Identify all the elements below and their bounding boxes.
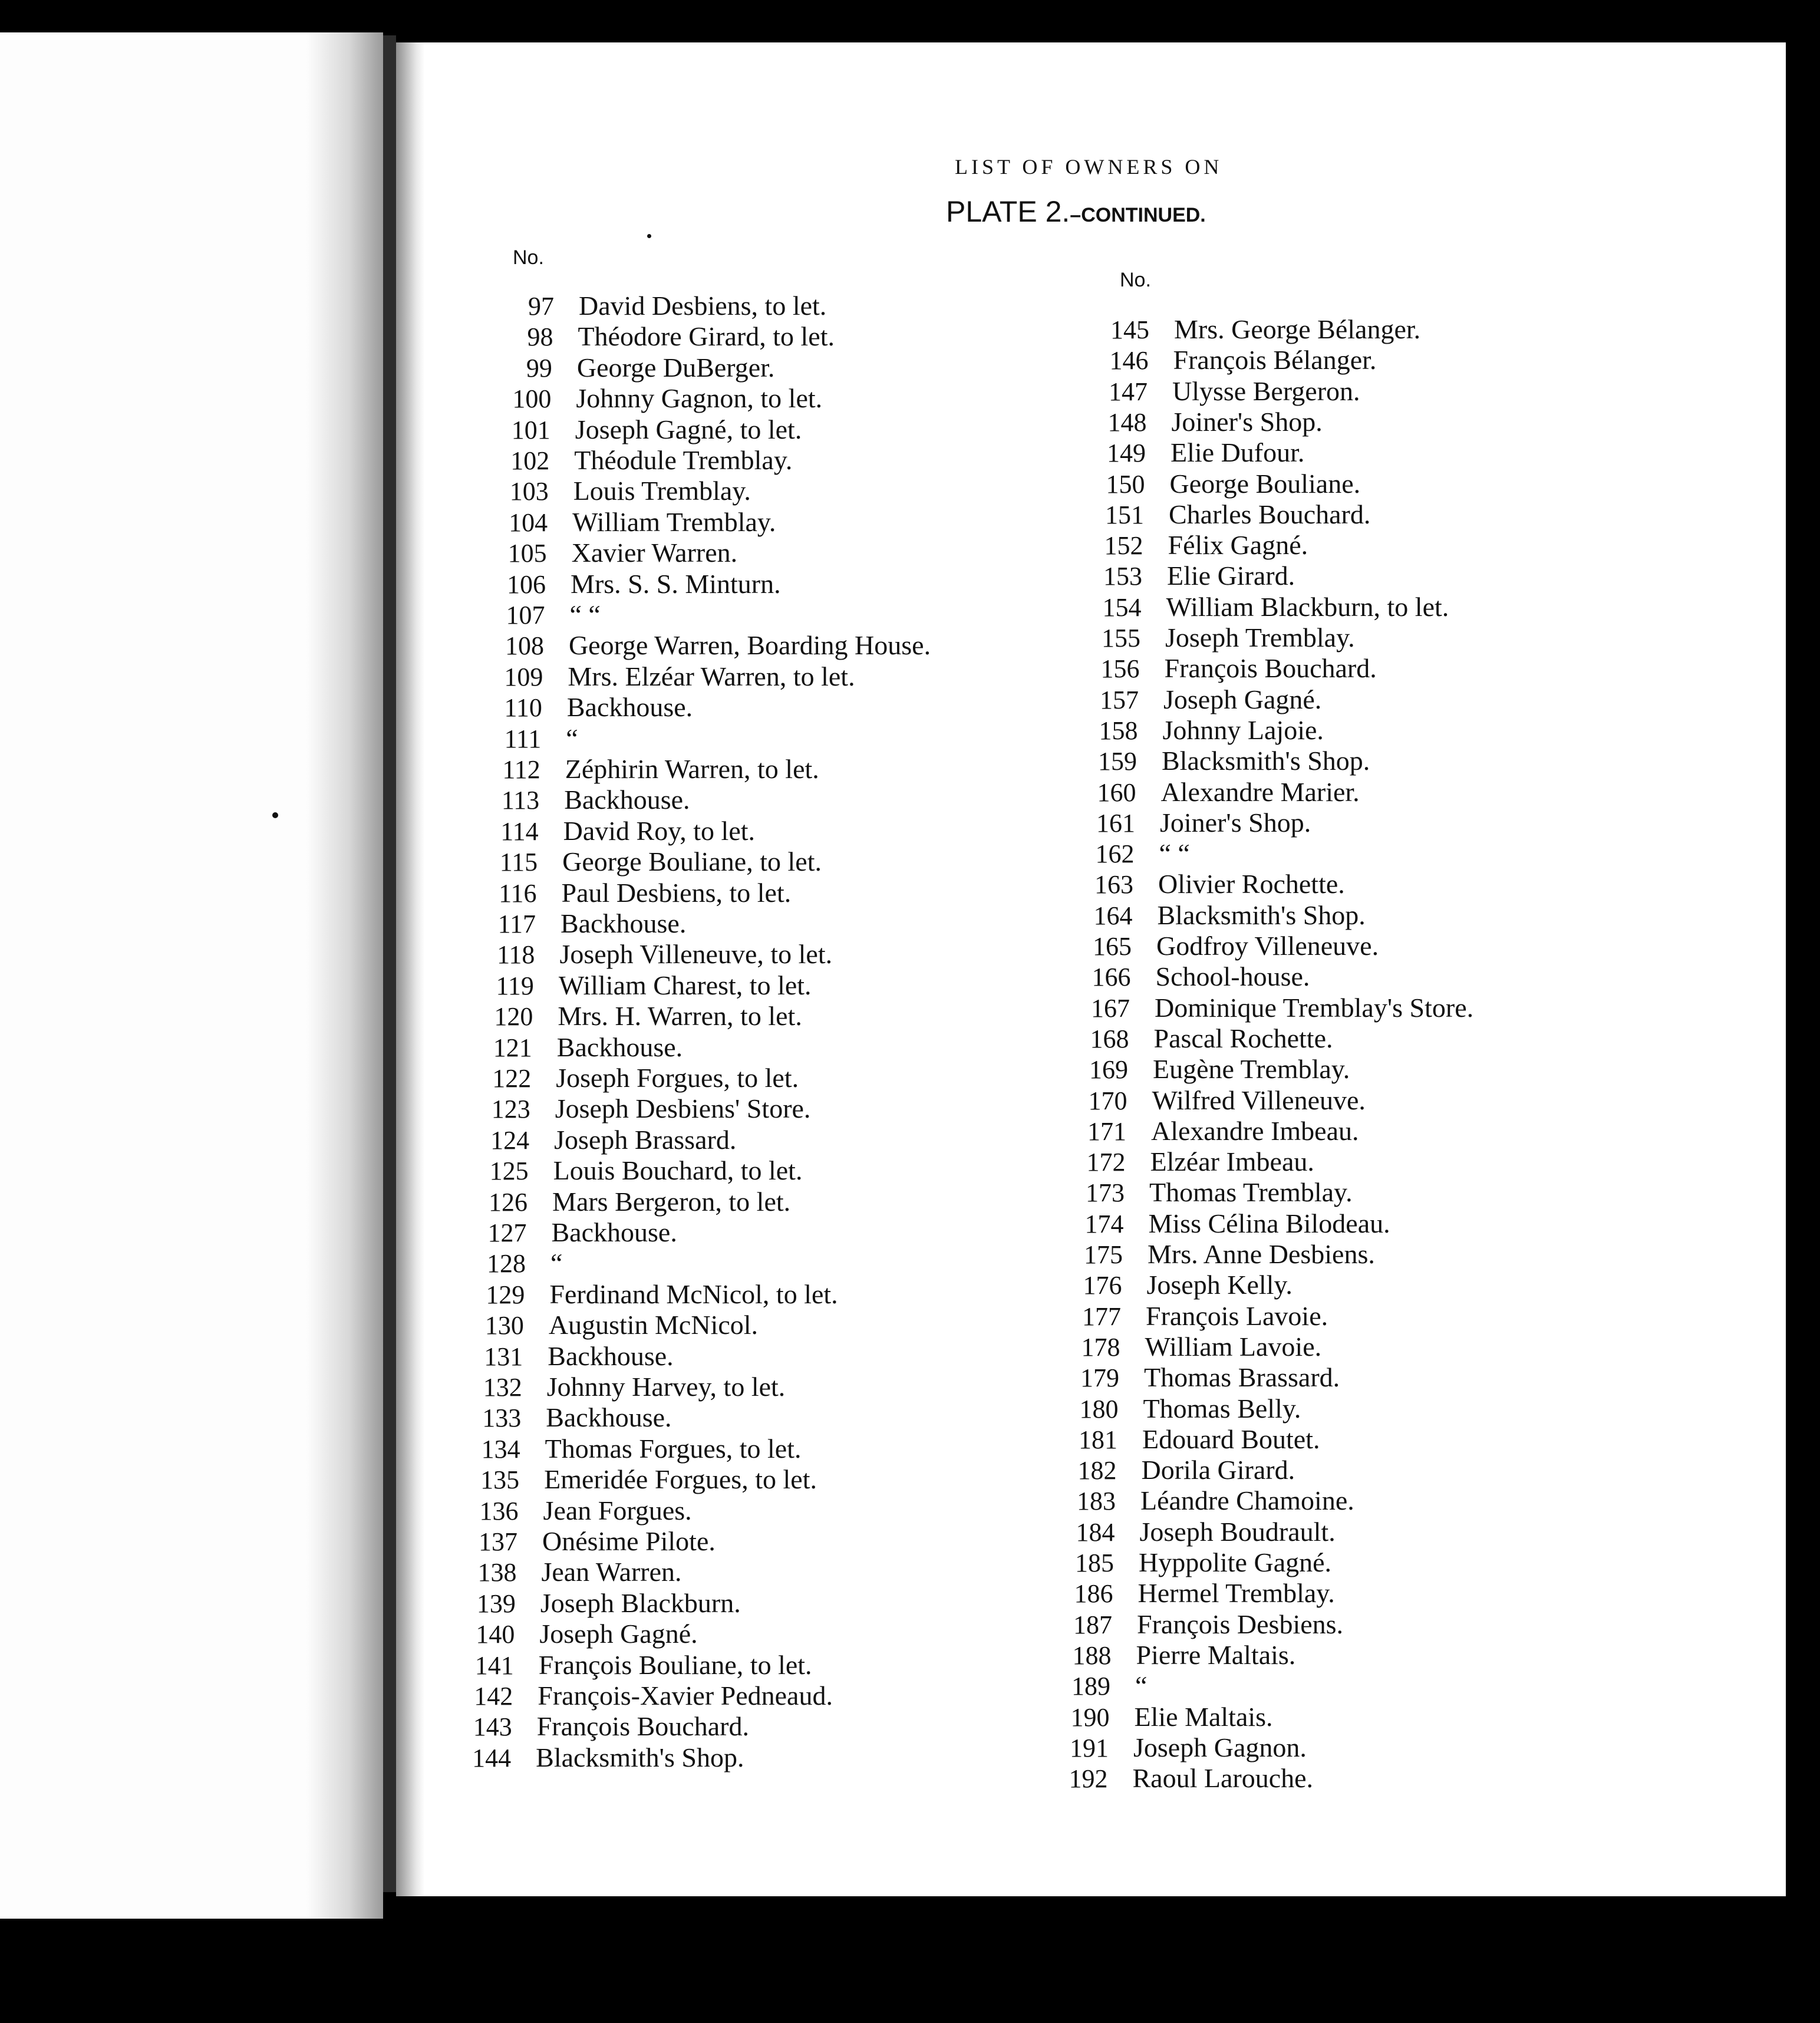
entry-number: 104 (509, 508, 548, 537)
entry-number: 142 (474, 1682, 513, 1711)
entry-number: 108 (505, 631, 544, 661)
owner-name: “ “ (569, 599, 601, 630)
owner-name: Ferdinand McNicol, to let. (549, 1279, 838, 1309)
list-item (1057, 1269, 1293, 1300)
entry-number: 157 (1100, 685, 1139, 714)
list-item (457, 1371, 786, 1402)
list-item (447, 1711, 749, 1741)
list-item (482, 537, 738, 568)
list-item (1084, 314, 1420, 344)
list-item (1070, 838, 1190, 868)
owner-name: François Bouchard. (1164, 653, 1377, 684)
ink-speck (272, 812, 278, 818)
entry-number: 183 (1077, 1487, 1116, 1516)
list-item (1069, 868, 1345, 899)
entry-number: 101 (511, 415, 550, 444)
list-item (470, 938, 832, 969)
list-item (476, 753, 819, 784)
entry-number: 179 (1080, 1363, 1119, 1393)
entry-number: 128 (486, 1249, 526, 1279)
entry-number: 169 (1089, 1055, 1128, 1085)
list-item (1047, 1639, 1296, 1670)
owner-name: Joseph Forgues, to let. (556, 1063, 799, 1093)
list-item (453, 1526, 716, 1556)
owner-name: Léandre Chamoine. (1140, 1485, 1354, 1516)
list-item (1063, 1053, 1350, 1084)
entry-number: 188 (1072, 1640, 1112, 1670)
list-item (471, 908, 686, 938)
list-item (466, 1062, 799, 1093)
list-item (1049, 1577, 1335, 1608)
owner-name: Zéphirin Warren, to let. (565, 754, 819, 784)
owner-name: Blacksmith's Shop. (1157, 900, 1366, 930)
owner-name: Joseph Desbiens' Store. (555, 1093, 811, 1124)
list-item (1066, 961, 1310, 991)
plate-label: PLATE 2. (946, 195, 1070, 228)
entry-number: 184 (1076, 1517, 1115, 1547)
owner-name: Elie Dufour. (1171, 437, 1305, 468)
entry-number: 165 (1093, 932, 1132, 961)
list-item (1052, 1454, 1295, 1485)
owner-name: Théodore Girard, to let. (578, 321, 835, 352)
owner-name: Thomas Tremblay. (1149, 1177, 1353, 1208)
list-item (487, 352, 775, 383)
list-item (458, 1340, 673, 1371)
owner-name: Hyppolite Gagné. (1139, 1547, 1332, 1577)
owner-name: William Tremblay. (572, 506, 776, 537)
owner-name: Joseph Villeneuve, to let. (559, 939, 833, 970)
entry-number: 154 (1102, 592, 1142, 622)
entry-number: 150 (1106, 469, 1145, 499)
list-item (478, 661, 855, 691)
owner-name: Joseph Gagnon. (1133, 1732, 1307, 1762)
owner-name: Mrs. George Bélanger. (1174, 314, 1421, 344)
entry-number: 162 (1095, 839, 1135, 869)
entry-number: 159 (1098, 747, 1137, 776)
list-item (460, 1279, 838, 1309)
owner-name: Backhouse. (566, 692, 693, 723)
entry-number: 173 (1086, 1178, 1125, 1208)
entry-number: 136 (479, 1496, 519, 1526)
entry-number: 189 (1071, 1672, 1110, 1701)
owner-name: William Blackburn, to let. (1166, 591, 1449, 622)
entry-number: 149 (1107, 439, 1146, 468)
list-item (1076, 622, 1355, 653)
list-item (456, 1402, 671, 1432)
owner-name: Mrs. Anne Desbiens. (1148, 1239, 1375, 1269)
entry-number: 178 (1081, 1332, 1120, 1362)
owner-name: François Bouchard. (536, 1711, 749, 1742)
entry-number: 114 (500, 816, 539, 846)
list-item (1043, 1762, 1314, 1793)
owner-name: Joseph Boudrault. (1139, 1516, 1336, 1547)
entry-number: 123 (491, 1095, 530, 1124)
list-item (1046, 1670, 1147, 1701)
owner-name: Ulysse Bergeron. (1172, 375, 1360, 406)
list-item (463, 1186, 790, 1217)
list-item (1054, 1362, 1340, 1392)
entry-number: 147 (1109, 377, 1148, 406)
entry-number: 190 (1070, 1702, 1110, 1732)
page-edge-shadow (396, 42, 424, 1896)
owner-name: Augustin McNicol. (548, 1310, 759, 1340)
owner-name: Joseph Gagné. (1163, 684, 1322, 714)
list-item (474, 784, 690, 815)
list-item (1080, 468, 1361, 499)
list-item (1068, 900, 1366, 930)
entry-number: 145 (1110, 315, 1149, 344)
entry-number: 120 (494, 1002, 533, 1032)
owner-name: Mrs. S. S. Minturn. (571, 568, 781, 599)
list-item (448, 1680, 833, 1711)
entry-number: 172 (1086, 1148, 1126, 1177)
entry-number: 153 (1103, 562, 1142, 591)
list-item (476, 723, 578, 753)
entry-number: 158 (1099, 716, 1138, 745)
list-item (484, 444, 792, 475)
owner-name: Backhouse. (564, 785, 690, 815)
owner-name: Backhouse. (560, 908, 687, 938)
list-item (454, 1495, 692, 1526)
list-item (1067, 930, 1379, 961)
owner-name: Dorila Girard. (1141, 1455, 1295, 1485)
owner-name: Joiner's Shop. (1171, 406, 1323, 437)
owner-name: David Desbiens, to let. (579, 291, 827, 321)
owner-name: “ (550, 1248, 563, 1279)
list-item (1061, 1146, 1314, 1177)
entry-number: 140 (476, 1620, 515, 1649)
list-item (450, 1618, 697, 1649)
entry-number: 182 (1077, 1456, 1117, 1485)
owner-name: Backhouse. (546, 1402, 672, 1433)
owner-name: Emeridée Forgues, to let. (544, 1464, 817, 1495)
entry-number: 98 (527, 322, 553, 352)
entry-number: 187 (1073, 1610, 1112, 1639)
owner-name: Joseph Gagné, to let. (575, 414, 802, 444)
owner-name: Hermel Tremblay. (1138, 1578, 1335, 1609)
left-page-shadow (306, 32, 383, 1919)
owner-name: Eugène Tremblay. (1153, 1054, 1350, 1085)
list-item (469, 970, 812, 1000)
owner-name: Joseph Blackburn. (540, 1587, 741, 1618)
entry-number: 112 (502, 755, 540, 784)
owner-name: Edouard Boutet. (1142, 1424, 1320, 1454)
list-item (1058, 1238, 1375, 1269)
list-item (1077, 591, 1449, 622)
list-item (1047, 1609, 1343, 1639)
owner-name: Charles Bouchard. (1169, 499, 1371, 529)
owner-name: Elie Girard. (1167, 561, 1295, 591)
entry-number: 180 (1079, 1394, 1119, 1424)
list-item (1082, 406, 1323, 437)
entry-number: 131 (484, 1342, 523, 1371)
owner-name: Joiner's Shop. (1160, 807, 1311, 838)
entry-number: 106 (507, 569, 546, 599)
list-item (1071, 776, 1360, 807)
list-item (480, 599, 601, 630)
list-item (468, 1000, 802, 1031)
owner-name: Johnny Lajoie. (1162, 714, 1324, 745)
owner-name: Miss Célina Bilodeau. (1148, 1208, 1390, 1238)
entry-number: 132 (483, 1373, 522, 1402)
entry-number: 171 (1087, 1116, 1126, 1146)
entry-number: 148 (1107, 407, 1147, 437)
owner-name: School-house. (1155, 961, 1310, 992)
entry-number: 177 (1082, 1302, 1121, 1331)
owner-name: Johnny Gagnon, to let. (576, 383, 823, 414)
list-item (486, 383, 822, 413)
list-item (1063, 1085, 1366, 1115)
entry-number: 118 (497, 940, 535, 970)
list-item (1083, 375, 1360, 406)
entry-number: 186 (1074, 1579, 1113, 1609)
entry-number: 141 (474, 1650, 514, 1680)
list-item (486, 414, 802, 444)
entry-number: 99 (526, 353, 552, 383)
entry-number: 125 (489, 1157, 529, 1186)
entry-number: 144 (472, 1743, 512, 1772)
entry-number: 152 (1104, 531, 1143, 561)
entry-number: 129 (486, 1280, 525, 1309)
entry-number: 166 (1092, 963, 1131, 992)
list-item (1045, 1701, 1273, 1732)
owner-name: François-Xavier Pedneaud. (538, 1681, 833, 1711)
entry-number: 181 (1079, 1425, 1117, 1454)
owner-name: Thomas Belly. (1143, 1393, 1301, 1424)
owner-name: Onésime Pilote. (542, 1526, 716, 1556)
list-item (472, 877, 792, 908)
owner-name: Backhouse. (556, 1032, 683, 1062)
column-1-header: No. (513, 246, 544, 269)
entry-number: 115 (499, 848, 538, 877)
entry-number: 191 (1070, 1733, 1109, 1762)
list-item (1077, 560, 1295, 591)
owner-name: Backhouse. (551, 1217, 677, 1247)
ink-speck (647, 234, 651, 238)
owner-name: William Charest, to let. (558, 970, 812, 1000)
list-item (467, 1032, 682, 1062)
owner-name: Louis Tremblay. (573, 476, 751, 506)
owner-name: François Bouliane, to let. (538, 1649, 812, 1680)
list-item (474, 815, 755, 846)
owner-name: Paul Desbiens, to let. (561, 877, 792, 908)
owner-name: Dominique Tremblay's Store. (1155, 992, 1474, 1023)
book-gutter (383, 35, 396, 1892)
entry-number: 103 (509, 477, 549, 506)
list-item (1084, 344, 1377, 375)
owner-name: Mrs. Elzéar Warren, to let. (568, 661, 855, 691)
list-item (1051, 1485, 1354, 1515)
owner-name: Jean Forgues. (543, 1495, 692, 1526)
list-item (1061, 1115, 1359, 1146)
owner-name: Xavier Warren. (571, 538, 738, 568)
list-item (484, 475, 751, 506)
owner-name: Thomas Brassard. (1144, 1362, 1340, 1393)
owner-name: Elzéar Imbeau. (1150, 1146, 1314, 1177)
entry-number: 130 (484, 1311, 524, 1340)
entry-number: 116 (499, 878, 537, 908)
entry-number: 164 (1093, 901, 1133, 930)
owner-name: “ “ (1159, 838, 1190, 869)
owner-name: Thomas Forgues, to let. (545, 1433, 802, 1464)
owner-name: Félix Gagné. (1168, 530, 1308, 561)
entry-number: 168 (1090, 1024, 1129, 1053)
list-item (1044, 1732, 1307, 1762)
list-item (473, 846, 822, 877)
entry-number: 185 (1075, 1548, 1114, 1577)
entry-number: 175 (1084, 1240, 1123, 1269)
list-title: LIST OF OWNERS ON (955, 155, 1223, 179)
owner-name: Raoul Larouche. (1132, 1763, 1314, 1794)
entry-number: 113 (501, 786, 540, 815)
entry-number: 151 (1105, 500, 1144, 529)
owner-name: Blacksmith's Shop. (536, 1742, 744, 1772)
list-item (1075, 653, 1377, 683)
list-item (1064, 1023, 1333, 1053)
list-item (451, 1587, 741, 1618)
plate-title (946, 195, 1300, 229)
owner-name: William Lavoie. (1145, 1331, 1322, 1362)
owner-name: “ (1135, 1671, 1148, 1701)
owner-name: Louis Bouchard, to let. (553, 1155, 803, 1186)
list-item (454, 1464, 817, 1494)
entry-number: 146 (1109, 346, 1149, 375)
entry-number: 124 (490, 1125, 530, 1155)
entry-number: 167 (1091, 993, 1130, 1023)
column-2-header: No. (1120, 269, 1151, 291)
list-item (456, 1433, 802, 1464)
list-item (464, 1155, 803, 1185)
entry-number: 174 (1084, 1209, 1124, 1238)
list-item (1072, 745, 1370, 776)
list-item (1050, 1516, 1336, 1547)
list-item (446, 1742, 744, 1772)
list-item (1049, 1547, 1331, 1577)
entry-number: 133 (482, 1403, 522, 1433)
list-item (477, 691, 693, 722)
entry-number: 143 (473, 1712, 512, 1742)
owner-name: Godfroy Villeneuve. (1156, 931, 1379, 961)
list-item (1053, 1424, 1320, 1454)
list-item (1054, 1393, 1301, 1424)
owner-name: Pascal Rochette. (1153, 1023, 1333, 1053)
owner-name: Jean Warren. (541, 1557, 682, 1587)
owner-name: Blacksmith's Shop. (1162, 746, 1370, 776)
list-item (466, 1093, 811, 1123)
list-item (1079, 499, 1370, 529)
entry-number: 102 (510, 446, 550, 475)
owner-name: Olivier Rochette. (1158, 869, 1345, 900)
entry-number: 126 (489, 1187, 528, 1217)
entry-number: 176 (1083, 1271, 1122, 1300)
entry-number: 135 (480, 1465, 520, 1495)
list-item (464, 1124, 736, 1155)
owner-name: George Bouliane. (1169, 468, 1361, 499)
entry-number: 127 (487, 1218, 527, 1247)
owner-name: Joseph Brassard. (554, 1124, 737, 1155)
owner-name: Joseph Tremblay. (1165, 622, 1355, 653)
continued-label: –CONTINUED. (1070, 204, 1206, 226)
owner-name: Backhouse. (548, 1340, 674, 1371)
entry-number: 163 (1094, 870, 1133, 900)
entry-number: 170 (1088, 1086, 1127, 1115)
entry-number: 161 (1096, 808, 1135, 838)
entry-number: 110 (504, 693, 542, 723)
entry-number: 117 (497, 910, 536, 938)
entry-number: 111 (504, 724, 542, 753)
owner-name: Elie Maltais. (1134, 1701, 1273, 1732)
entry-number: 119 (496, 971, 534, 1000)
list-item (483, 506, 776, 537)
owner-name: Alexandre Imbeau. (1151, 1115, 1359, 1146)
owner-name: Pierre Maltais. (1136, 1639, 1296, 1670)
entry-number: 192 (1069, 1764, 1108, 1794)
owner-name: François Lavoie. (1146, 1300, 1328, 1331)
entry-number: 107 (506, 601, 545, 630)
entry-number: 122 (492, 1064, 532, 1093)
list-item (1070, 807, 1311, 838)
entry-number: 155 (1102, 624, 1140, 653)
owner-name: Alexandre Marier. (1160, 776, 1360, 807)
list-item (479, 630, 931, 660)
owner-name: Wilfred Villeneuve. (1152, 1085, 1366, 1115)
list-item (1056, 1331, 1322, 1362)
entry-number: 121 (493, 1033, 532, 1062)
list-item (451, 1556, 681, 1587)
owner-name: George Bouliane, to let. (562, 846, 822, 877)
list-item (462, 1217, 677, 1247)
list-item (1060, 1177, 1353, 1207)
entry-number: 134 (481, 1434, 520, 1464)
list-item (489, 290, 826, 321)
list-item (1074, 684, 1321, 714)
owner-name: Théodule Tremblay. (574, 445, 793, 475)
list-item (1059, 1208, 1390, 1238)
list-item (1079, 529, 1308, 560)
list-item (1056, 1300, 1328, 1331)
owner-name: Joseph Kelly. (1146, 1270, 1293, 1300)
entry-number: 138 (477, 1558, 517, 1587)
owner-name: George Warren, Boarding House. (568, 630, 931, 661)
owner-name: George DuBerger. (576, 352, 775, 383)
owner-name: Mrs. H. Warren, to let. (558, 1001, 802, 1032)
list-item (449, 1649, 812, 1680)
owner-name: Joseph Gagné. (539, 1619, 698, 1649)
owner-name: François Desbiens. (1137, 1609, 1344, 1639)
entry-number: 109 (504, 662, 543, 691)
owner-name: Mars Bergeron, to let. (552, 1186, 791, 1217)
list-item (459, 1309, 758, 1340)
list-item (488, 321, 835, 351)
entry-number: 105 (507, 539, 547, 568)
entry-number: 139 (476, 1589, 516, 1618)
entry-number: 100 (512, 384, 552, 414)
owner-name: Johnny Harvey, to let. (546, 1372, 786, 1402)
owner-name: “ (566, 723, 578, 753)
owner-name: David Roy, to let. (563, 815, 756, 846)
entry-number: 97 (528, 292, 554, 321)
list-item (481, 568, 781, 599)
list-item (1073, 714, 1324, 745)
list-item (461, 1247, 562, 1278)
entry-number: 137 (479, 1527, 517, 1556)
list-item (1081, 437, 1304, 467)
owner-name: François Bélanger. (1173, 345, 1377, 375)
entry-number: 160 (1097, 777, 1136, 807)
list-item (1065, 992, 1473, 1023)
entry-number: 156 (1100, 654, 1140, 684)
